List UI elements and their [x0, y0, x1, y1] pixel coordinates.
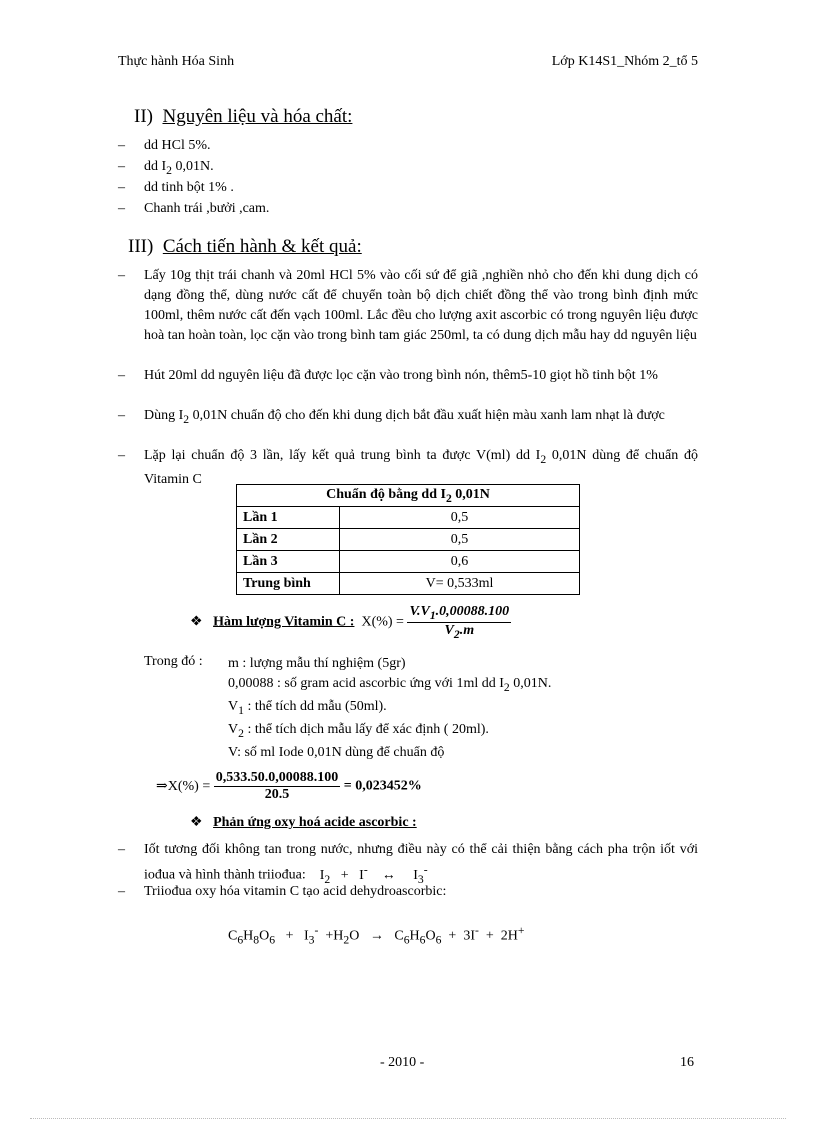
list-item: – Lặp lại chuẩn độ 3 lần, lấy kết quả trung bình ta được V(ml) dd $I_2$ 0,01N dùng để chuẩn độ Vitamin C [118, 448, 698, 487]
where-list: m : lượng mẫu thí nghiệm (5gr) 0,00088 : số gram acid ascorbic ứng với 1ml dd $I_2$ 0,01N. $V_1$ : thể tích dd mẫu (50ml). $V_2$ : thể tích dịch mẫu lấy để xác định ( 20ml). V: số ml Iode 0,01N dùng để chuẩn độ [228, 656, 552, 761]
row-label: Lần 3 [237, 551, 340, 573]
list-item: – dd HCl 5%. [118, 138, 211, 153]
list-item: – dd $I_2$ 0,01N. [118, 159, 214, 177]
calc-lhs: ⇒X(%) = [156, 779, 211, 794]
row-value: 0,5 [340, 529, 580, 551]
reaction-title: Phản ứng oxy hoá acide ascorbic : [213, 815, 417, 830]
diamond-bullet-icon: ❖ [190, 614, 203, 630]
section-2-number: II) [134, 106, 153, 127]
list-item: – Hút 20ml dd nguyên liệu đã được lọc cặn vào trong bình nón, thêm5-10 giọt hồ tinh bột 1% [118, 368, 658, 383]
where-label: Trong đó : [144, 654, 203, 669]
list-item: – Iốt tương đối không tan trong nước, nhưng điều này có thể cải thiện bằng cách pha trộn iốt với iođua và hình thành triiođua: $I_2$ + I- ↔ $I_3^-$ [118, 842, 698, 886]
row-value: V= 0,533ml [340, 573, 580, 595]
table-row [237, 573, 580, 595]
page-number: 16 [680, 1055, 694, 1070]
header-left: Thực hành Hóa Sinh [118, 54, 235, 69]
section-3-title: Cách tiến hành & kết quả: [162, 236, 362, 257]
equation-triiodide: $I_2$ + I- ↔ $I_3^-$ [319, 863, 428, 886]
table-header-row [237, 485, 580, 507]
section-2-title: Nguyên liệu và hóa chất: [162, 106, 353, 127]
footer-year: - 2010 - [380, 1055, 425, 1070]
diamond-bullet-icon: ❖ [190, 815, 203, 830]
list-item: – Lấy 10g thịt trái chanh và 20ml HCl 5% vào cối sứ để giã ,nghiền nhỏ cho đến khi dung dịch có dạng đồng thể, dùng nước cất để chuyển toàn bộ dịch chiết đồng thể vào trong bình định mức 100ml, thêm nước cất đến vạch 100ml. Lắc đều cho lượng axit ascorbic có trong nguyên liệu được hoà tan hoàn toàn, lọc cặn vào trong bình tam giác 250ml, ta có dung dịch mẫu hay dd nguyên liệu [118, 268, 698, 343]
formula-label: Hàm lượng Vitamin C : [213, 614, 355, 630]
list-item: – dd tinh bột 1% . [118, 180, 234, 195]
row-label: Lần 1 [237, 507, 340, 529]
header-right: Lớp K14S1_Nhóm 2_tổ 5 [551, 54, 698, 69]
row-value: 0,5 [340, 507, 580, 529]
equation-oxidation: $C_6H_8O_6$ + $I_3^- +H_2O$ → $C_6H_6O_6 + 3I^- + 2H^+$ [228, 924, 525, 947]
row-label: Lần 2 [237, 529, 340, 551]
titration-table [236, 484, 580, 595]
table-row [237, 551, 580, 573]
formula-lhs: X(%) = [361, 614, 404, 630]
page-border [30, 1118, 786, 1119]
row-value: 0,6 [340, 551, 580, 573]
section-2-heading [134, 106, 352, 128]
section-3-number: III) [128, 236, 154, 257]
table-row [237, 507, 580, 529]
list-item: – Dùng $I_2$ 0,01N chuẩn độ cho đến khi dung dịch bắt đầu xuất hiện màu xanh lam nhạt là được [118, 408, 665, 426]
calculation [156, 770, 422, 803]
calc-result: = 0,023452% [343, 778, 422, 794]
reaction-heading [190, 814, 417, 831]
table-header: Chuẩn độ bằng dd $I_2$ 0,01N [237, 485, 580, 507]
list-item: – Triiođua oxy hóa vitamin C tạo acid dehydroascorbic: [118, 884, 447, 899]
vitamin-c-formula [190, 604, 511, 641]
section-3-heading [128, 236, 362, 258]
table-row [237, 529, 580, 551]
formula-fraction: $\frac{V.V_1.0,00088.100}{V_2.m}$ [409, 604, 510, 641]
row-label: Trung bình [237, 573, 340, 595]
calc-fraction: $\frac{0,533.50.0,00088.100}{20.5}$ [215, 770, 339, 802]
list-item: – Chanh trái ,bưởi ,cam. [118, 201, 270, 216]
